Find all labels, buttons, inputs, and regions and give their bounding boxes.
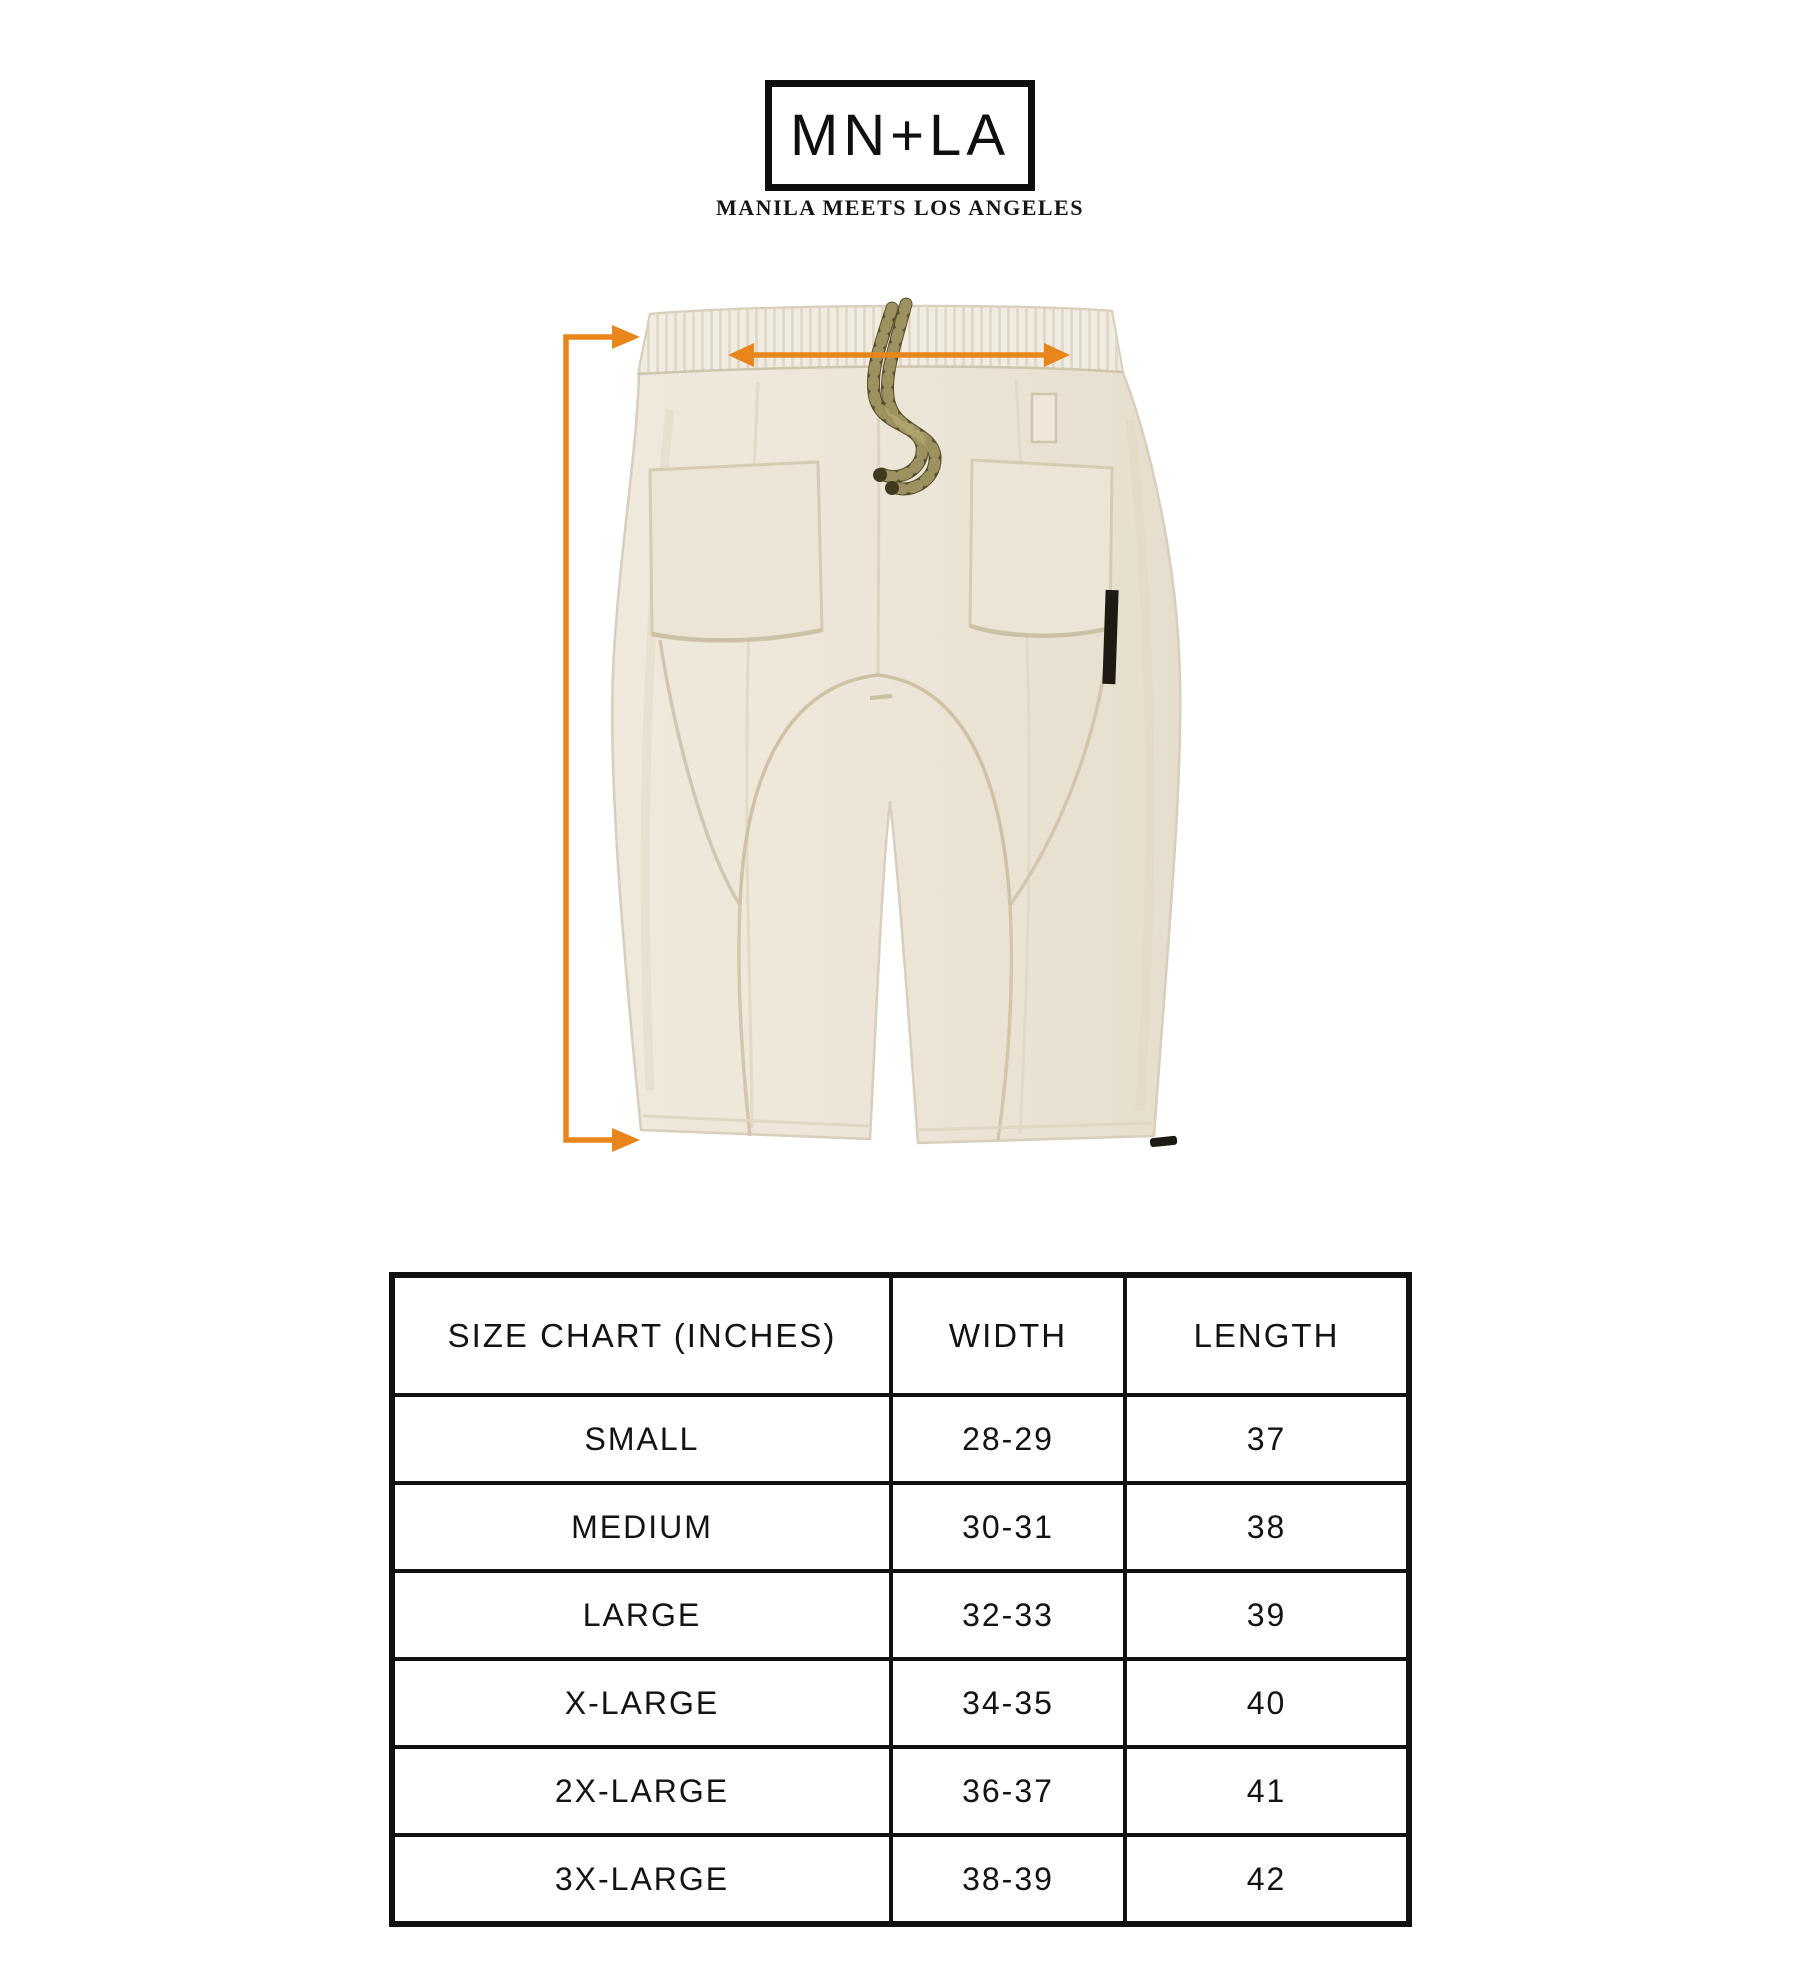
row-small-length: 37 <box>1123 1393 1406 1481</box>
row-medium-width: 30-31 <box>889 1481 1123 1569</box>
length-arrow-head-top <box>612 325 640 349</box>
row-xlarge-length: 40 <box>1123 1657 1406 1745</box>
row-xlarge-width: 34-35 <box>889 1657 1123 1745</box>
length-arrow-line <box>566 337 616 1140</box>
header-size-chart: SIZE CHART (INCHES) <box>447 1316 837 1354</box>
row-medium-size: MEDIUM <box>395 1481 889 1569</box>
left-pocket <box>650 462 822 640</box>
row-2xlarge-size: 2X-LARGE <box>395 1745 889 1833</box>
hem-tab <box>1150 1136 1178 1148</box>
drawstring-tip-2 <box>885 481 899 495</box>
header-width: WIDTH <box>889 1278 1123 1393</box>
size-chart-table <box>389 1272 1412 1927</box>
header-length: LENGTH <box>1123 1278 1406 1393</box>
row-small-size: SMALL <box>395 1393 889 1481</box>
row-3xlarge-size: 3X-LARGE <box>395 1833 889 1921</box>
row-2xlarge-width: 36-37 <box>889 1745 1123 1833</box>
brand-logo-box <box>765 80 1035 191</box>
fly-bartack <box>870 696 892 698</box>
row-3xlarge-width: 38-39 <box>889 1833 1123 1921</box>
brand-tagline: MANILA MEETS LOS ANGELES <box>716 195 1084 220</box>
product-figure <box>500 290 1300 1170</box>
fly-crease <box>878 385 879 675</box>
pants-photo <box>612 304 1180 1147</box>
row-xlarge-size: X-LARGE <box>395 1657 889 1745</box>
pants-body <box>612 306 1180 1143</box>
row-small-width: 28-29 <box>889 1393 1123 1481</box>
row-large-length: 39 <box>1123 1569 1406 1657</box>
row-medium-length: 38 <box>1123 1481 1406 1569</box>
welt-tab <box>1032 394 1056 442</box>
row-2xlarge-length: 41 <box>1123 1745 1406 1833</box>
row-3xlarge-length: 42 <box>1123 1833 1406 1921</box>
drawstring-tip <box>873 468 887 482</box>
brand-logo-text: MN+LA <box>789 102 1010 168</box>
row-large-width: 32-33 <box>889 1569 1123 1657</box>
row-large-size: LARGE <box>395 1569 889 1657</box>
length-arrow-head-bottom <box>612 1128 640 1152</box>
right-pocket <box>970 460 1112 636</box>
